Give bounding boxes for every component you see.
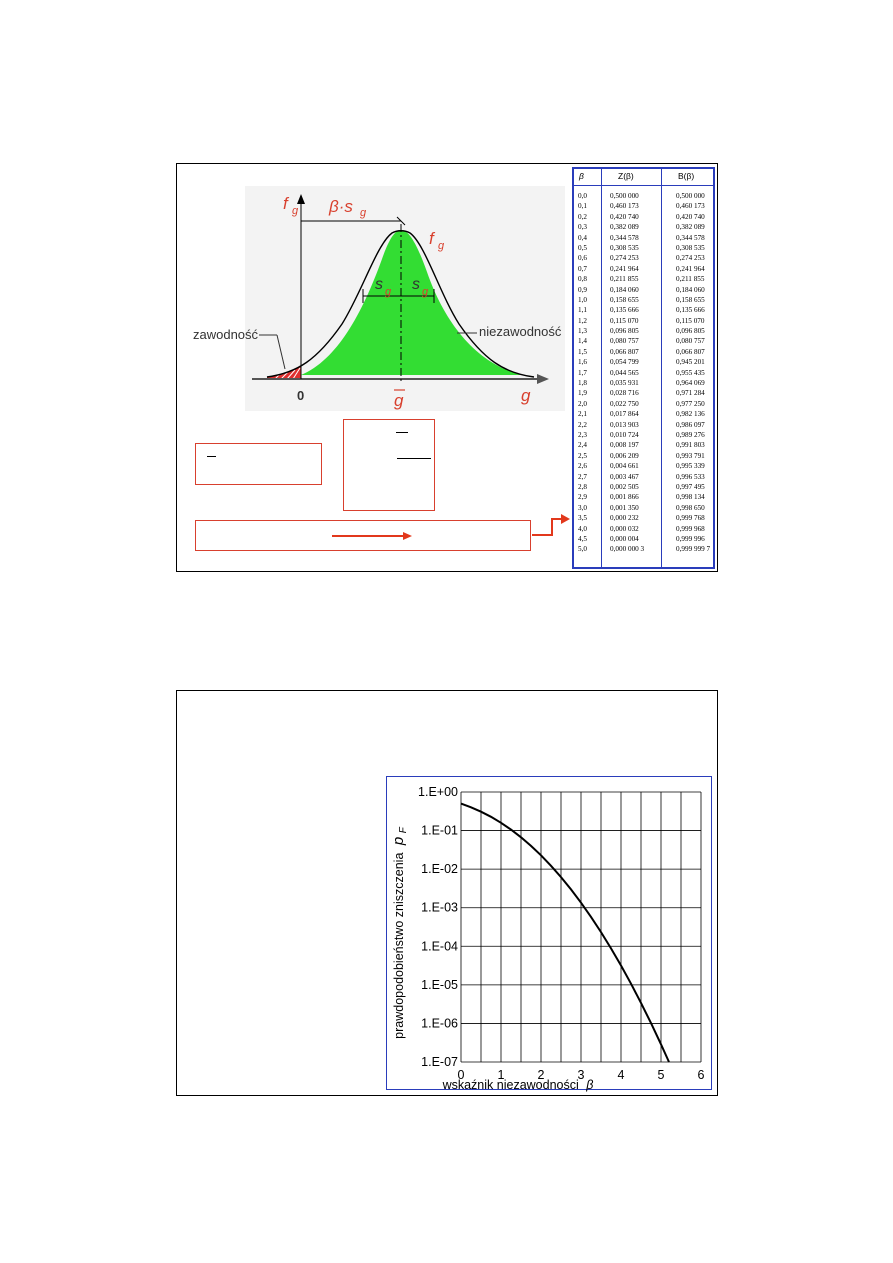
y-tick-label: 1.E-01: [421, 823, 458, 838]
formula-box-bottom: [195, 520, 531, 551]
table-cell-b: 0,989 276: [676, 430, 705, 439]
connector-arrow: [532, 519, 562, 535]
y-tick-labels: [418, 785, 458, 1069]
table-row: [574, 201, 713, 211]
table-cell-b: 0,964 069: [676, 379, 705, 388]
table-row: [574, 544, 713, 554]
connector-arrowhead: [561, 514, 570, 524]
table-row: [574, 212, 713, 222]
fg-axis-label-sub: g: [292, 205, 299, 217]
table-cell-beta: 2,1: [578, 410, 587, 419]
sg-left-label-sub: g: [385, 286, 392, 298]
table-cell-z: 0,002 505: [610, 482, 639, 491]
table-cell-z: 0,184 060: [610, 285, 639, 294]
table-cell-z: 0,054 799: [610, 358, 639, 367]
table-cell-beta: 2,0: [578, 399, 587, 408]
failure-probability-chart: [177, 691, 719, 1097]
table-cell-b: 0,991 803: [676, 441, 705, 450]
table-row: [574, 347, 713, 357]
y-axis-label-symbol: p: [390, 836, 407, 846]
table-cell-b: 0,460 173: [676, 202, 705, 211]
table-cell-beta: 1,6: [578, 358, 587, 367]
y-tick-label: 1.E-05: [421, 977, 458, 992]
table-row: [574, 326, 713, 336]
x-axis-label: [442, 1078, 594, 1092]
table-row: [574, 430, 713, 440]
table-cell-z: 0,080 757: [610, 337, 639, 346]
x-tick-label: 6: [697, 1068, 705, 1082]
x-tick-label: 2: [537, 1068, 545, 1082]
table-cell-z: 0,035 931: [610, 379, 639, 388]
table-row: [574, 388, 713, 398]
table-cell-z: 0,001 866: [610, 493, 639, 502]
x-tick-label: 3: [577, 1068, 585, 1082]
table-cell-z: 0,008 197: [610, 441, 639, 450]
slide-failure-probability: [176, 690, 718, 1096]
table-cell-z: 0,382 089: [610, 223, 639, 232]
x-tick-label: 1: [497, 1068, 505, 1082]
y-tick-label: 1.E-03: [421, 900, 458, 915]
table-cell-b: 0,982 136: [676, 410, 705, 419]
x-axis-label-text: wskaźnik niezawodności: [442, 1078, 579, 1092]
table-cell-beta: 5,0: [578, 545, 587, 554]
table-cell-b: 0,986 097: [676, 420, 705, 429]
table-cell-z: 0,006 209: [610, 451, 639, 460]
x-tick-label: 5: [657, 1068, 665, 1082]
table-cell-b: 0,308 535: [676, 243, 705, 252]
y-axis-label: [390, 826, 409, 1039]
table-header-z: Z(β): [618, 171, 634, 181]
table-cell-z: 0,096 805: [610, 327, 639, 336]
table-cell-z: 0,017 864: [610, 410, 639, 419]
table-cell-b: 0,211 855: [676, 275, 705, 284]
table-cell-beta: 0,8: [578, 275, 587, 284]
table-cell-b: 0,945 201: [676, 358, 705, 367]
table-cell-z: 0,158 655: [610, 295, 639, 304]
table-cell-beta: 1,4: [578, 337, 587, 346]
table-row: [574, 524, 713, 534]
table-cell-z: 0,211 855: [610, 275, 639, 284]
table-header-divider: [574, 185, 713, 186]
table-cell-beta: 4,0: [578, 524, 587, 533]
table-cell-z: 0,135 666: [610, 306, 639, 315]
formula-box-middle: [343, 419, 435, 511]
table-cell-z: 0,241 964: [610, 264, 639, 273]
table-cell-b: 0,999 996: [676, 534, 705, 543]
table-row: [574, 316, 713, 326]
reliability-label: niezawodność: [479, 324, 562, 339]
slide-normal-distribution: [176, 163, 718, 572]
formula-bar: [397, 458, 431, 459]
table-row: [574, 534, 713, 544]
table-cell-b: 0,096 805: [676, 327, 705, 336]
table-cell-b: 0,158 655: [676, 295, 705, 304]
table-cell-z: 0,044 565: [610, 368, 639, 377]
table-cell-z: 0,274 253: [610, 254, 639, 263]
table-cell-b: 0,080 757: [676, 337, 705, 346]
table-cell-b: 0,420 740: [676, 212, 705, 221]
table-cell-b: 0,344 578: [676, 233, 705, 242]
table-cell-z: 0,022 750: [610, 399, 639, 408]
formula-bar: [207, 456, 216, 457]
failure-label: zawodność: [193, 327, 259, 342]
table-row: [574, 336, 713, 346]
zero-label: 0: [297, 388, 305, 403]
table-cell-beta: 0,0: [578, 192, 587, 200]
table-row: [574, 295, 713, 305]
table-cell-beta: 3,5: [578, 514, 587, 523]
table-row: [574, 399, 713, 409]
sg-right-label: s: [412, 276, 420, 293]
table-cell-z: 0,115 070: [610, 316, 639, 325]
table-row: [574, 461, 713, 471]
table-cell-beta: 0,1: [578, 202, 587, 211]
table-cell-beta: 1,7: [578, 368, 587, 377]
table-cell-z: 0,000 004: [610, 534, 639, 543]
table-cell-beta: 1,3: [578, 327, 587, 336]
table-cell-b: 0,995 339: [676, 462, 705, 471]
beta-sg-label: β·s: [329, 197, 353, 216]
table-header-b: B(β): [678, 171, 695, 181]
table-cell-z: 0,500 000: [610, 192, 639, 200]
table-row: [574, 305, 713, 315]
table-cell-beta: 1,2: [578, 316, 587, 325]
table-body: [574, 191, 713, 555]
box-arrow: [196, 521, 532, 552]
table-cell-b: 0,977 250: [676, 399, 705, 408]
table-cell-beta: 1,8: [578, 379, 587, 388]
table-cell-z: 0,004 661: [610, 462, 639, 471]
table-cell-z: 0,028 716: [610, 389, 639, 398]
table-row: [574, 472, 713, 482]
table-cell-beta: 0,4: [578, 233, 587, 242]
table-cell-beta: 2,6: [578, 462, 587, 471]
y-tick-label: 1.E+00: [418, 785, 458, 799]
y-tick-label: 1.E-07: [421, 1055, 458, 1069]
table-cell-b: 0,998 650: [676, 503, 705, 512]
formula-box-left: [195, 443, 322, 485]
table-cell-beta: 2,2: [578, 420, 587, 429]
table-cell-beta: 2,9: [578, 493, 587, 502]
table-row: [574, 264, 713, 274]
table-cell-beta: 0,6: [578, 254, 587, 263]
table-cell-beta: 0,5: [578, 243, 587, 252]
g-axis-label: g: [521, 386, 531, 405]
table-cell-beta: 1,1: [578, 306, 587, 315]
table-cell-b: 0,971 284: [676, 389, 705, 398]
table-cell-beta: 2,5: [578, 451, 587, 460]
table-row: [574, 503, 713, 513]
beta-probability-table: [572, 167, 715, 569]
fg-axis-label: f: [283, 194, 288, 213]
chart-grid: [461, 792, 701, 1062]
table-cell-z: 0,344 578: [610, 233, 639, 242]
table-cell-beta: 1,9: [578, 389, 587, 398]
table-cell-b: 0,184 060: [676, 285, 705, 294]
table-row: [574, 368, 713, 378]
table-cell-beta: 0,9: [578, 285, 587, 294]
y-axis-label-text: prawdopodobieństwo zniszczenia: [392, 852, 406, 1039]
table-cell-b: 0,999 768: [676, 514, 705, 523]
table-cell-beta: 4,5: [578, 534, 587, 543]
table-cell-b: 0,999 999 7: [676, 545, 711, 554]
table-cell-b: 0,997 495: [676, 482, 705, 491]
y-tick-label: 1.E-04: [421, 939, 458, 954]
table-cell-z: 0,000 000 3: [610, 545, 645, 554]
table-cell-b: 0,274 253: [676, 254, 705, 263]
table-row: [574, 274, 713, 284]
table-cell-beta: 3,0: [578, 503, 587, 512]
table-row: [574, 482, 713, 492]
table-cell-b: 0,115 070: [676, 316, 705, 325]
table-cell-b: 0,066 807: [676, 347, 705, 356]
gbar-label: g: [394, 391, 404, 410]
y-tick-label: 1.E-06: [421, 1016, 458, 1031]
table-row: [574, 451, 713, 461]
table-cell-b: 0,993 791: [676, 451, 705, 460]
table-cell-b: 0,998 134: [676, 493, 705, 502]
table-cell-z: 0,066 807: [610, 347, 639, 356]
table-cell-z: 0,000 032: [610, 524, 639, 533]
x-axis-label-symbol: β: [586, 1078, 594, 1092]
table-row: [574, 409, 713, 419]
table-row: [574, 222, 713, 232]
table-cell-beta: 2,8: [578, 482, 587, 491]
table-cell-beta: 2,4: [578, 441, 587, 450]
x-tick-label: 0: [457, 1068, 465, 1082]
table-row: [574, 440, 713, 450]
table-cell-b: 0,996 533: [676, 472, 705, 481]
table-cell-z: 0,308 535: [610, 243, 639, 252]
table-cell-beta: 1,5: [578, 347, 587, 356]
table-cell-z: 0,000 232: [610, 514, 639, 523]
table-row: [574, 420, 713, 430]
fg-curve-label: f: [429, 229, 434, 248]
table-row: [574, 513, 713, 523]
table-row: [574, 492, 713, 502]
y-tick-label: 1.E-02: [421, 862, 458, 877]
table-cell-z: 0,003 467: [610, 472, 639, 481]
table-row: [574, 357, 713, 367]
beta-sg-label-sub: g: [360, 207, 367, 219]
table-cell-b: 0,382 089: [676, 223, 705, 232]
table-cell-z: 0,001 350: [610, 503, 639, 512]
table-cell-b: 0,135 666: [676, 306, 705, 315]
table-cell-beta: 2,7: [578, 472, 587, 481]
table-row: [574, 253, 713, 263]
sg-right-label-sub: g: [422, 286, 429, 298]
table-cell-b: 0,999 968: [676, 524, 705, 533]
table-cell-beta: 2,3: [578, 430, 587, 439]
table-row: [574, 191, 713, 201]
table-row: [574, 285, 713, 295]
table-cell-beta: 1,0: [578, 295, 587, 304]
table-header-beta: β: [579, 171, 584, 181]
x-tick-label: 4: [617, 1068, 625, 1082]
table-row: [574, 243, 713, 253]
table-cell-b: 0,500 000: [676, 192, 705, 200]
table-cell-beta: 0,2: [578, 212, 587, 221]
table-cell-b: 0,241 964: [676, 264, 705, 273]
table-cell-z: 0,420 740: [610, 212, 639, 221]
table-cell-beta: 0,3: [578, 223, 587, 232]
table-cell-z: 0,460 173: [610, 202, 639, 211]
fg-curve-label-sub: g: [438, 240, 445, 252]
table-cell-beta: 0,7: [578, 264, 587, 273]
table-row: [574, 378, 713, 388]
table-cell-b: 0,955 435: [676, 368, 705, 377]
table-row: [574, 233, 713, 243]
table-cell-z: 0,010 724: [610, 430, 639, 439]
table-cell-z: 0,013 903: [610, 420, 639, 429]
y-axis-label-symbol-sub: F: [398, 827, 409, 834]
sg-left-label: s: [375, 276, 383, 293]
formula-bar: [396, 432, 408, 433]
